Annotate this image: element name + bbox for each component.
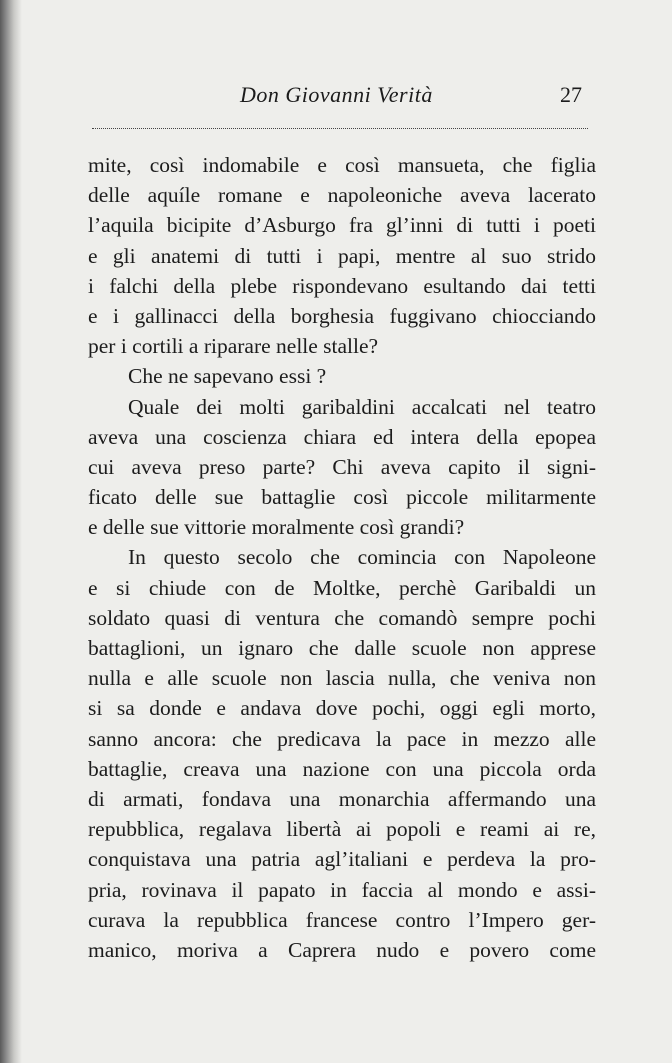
- text-line: Che ne sapevano essi ?: [128, 364, 327, 389]
- text-line: repubblica, regalava libertà ai popoli e reami ai re,: [88, 817, 596, 842]
- text-line: soldato quasi di ventura che comandò sempre pochi: [88, 605, 596, 630]
- text-line: e delle sue vittorie moralmente così grandi?: [88, 515, 465, 540]
- text-line: mite, così indomabile e così mansueta, che figlia: [88, 153, 596, 177]
- body-text: [88, 150, 596, 965]
- header-rule: [92, 128, 588, 129]
- text-line: per i cortili a riparare nelle stalle?: [88, 334, 379, 359]
- running-header: [90, 80, 590, 116]
- text-line: manico, moriva a Caprera nudo e povero come: [88, 937, 596, 962]
- text-line: nulla e alle scuole non lascia nulla, che veniva non: [88, 666, 596, 691]
- text-line: l’aquila bicipite d’Asburgo fra gl’inni di tutti i poeti: [88, 213, 596, 238]
- text-line: delle aquíle romane e napoleoniche aveva lacerato: [88, 183, 596, 208]
- page-binding-edge: [0, 0, 22, 1063]
- text-line: In questo secolo che comincia con Napoleone: [128, 545, 596, 570]
- text-line: battaglioni, un ignaro che dalle scuole non apprese: [88, 636, 596, 660]
- page-number: 27: [560, 82, 582, 107]
- text-line: e i gallinacci della borghesia fuggivano chiocciando: [88, 303, 596, 328]
- text-line: di armati, fondava una monarchia affermando una: [88, 786, 596, 811]
- text-line: curava la repubblica francese contro l’Impero ger-: [88, 907, 596, 932]
- text-line: conquistava una patria agl’italiani e perdeva la pro-: [88, 847, 596, 872]
- text-line: sanno ancora: che predicava la pace in mezzo alle: [88, 726, 596, 751]
- text-line: e si chiude con de Moltke, perchè Garibaldi un: [88, 575, 596, 600]
- text-line: aveva una coscienza chiara ed intera della epopea: [88, 424, 596, 449]
- text-line: cui aveva preso parte? Chi aveva capito il signi-: [88, 454, 596, 479]
- text-line: battaglie, creava una nazione con una piccola orda: [88, 756, 596, 781]
- text-line: pria, rovinava il papato in faccia al mondo e assi-: [88, 877, 596, 902]
- running-title: Don Giovanni Verità: [240, 82, 433, 107]
- text-line: e gli anatemi di tutti i papi, mentre al suo strido: [88, 243, 596, 268]
- text-line: ficato delle sue battaglie così piccole militarmente: [88, 485, 596, 510]
- text-line: Quale dei molti garibaldini accalcati nel teatro: [128, 394, 596, 419]
- text-line: si sa donde e andava dove pochi, oggi egli morto,: [88, 696, 596, 721]
- text-line: i falchi della plebe rispondevano esultando dai tetti: [88, 273, 596, 298]
